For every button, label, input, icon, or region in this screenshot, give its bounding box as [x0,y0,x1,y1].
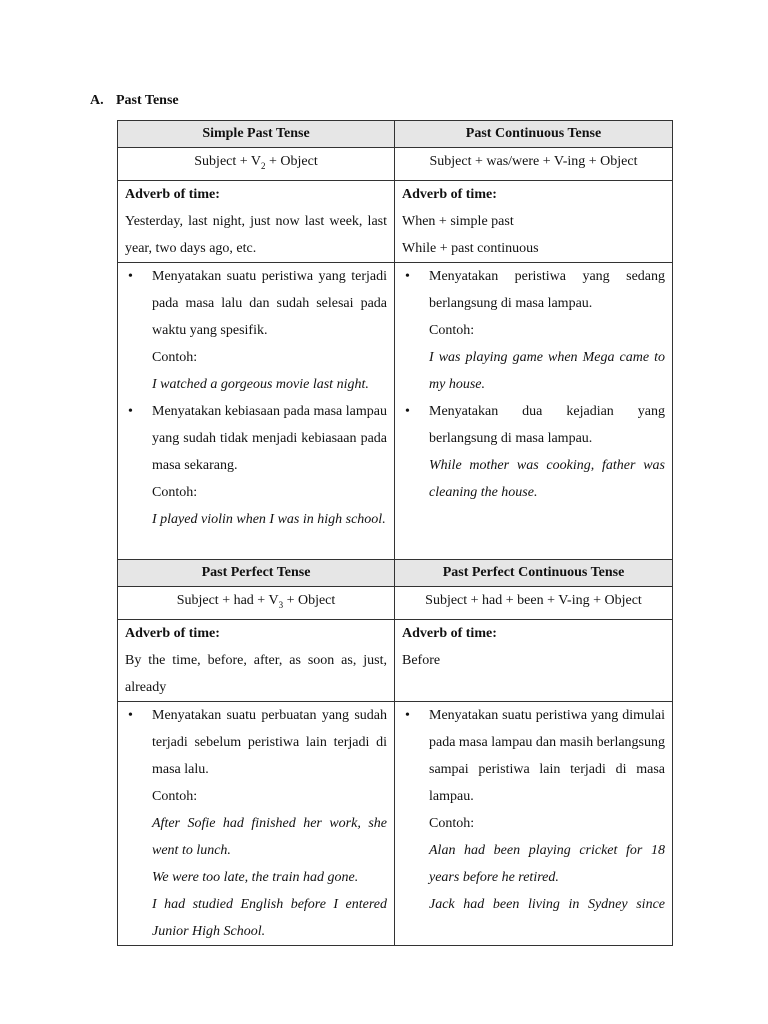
table-row [118,262,673,559]
formula-subscript: 2 [261,160,266,171]
use-text: Menyatakan kebiasaan pada masa lampau yang sudah tidak menjadi kebiasaan pada masa sekarang. [152,403,387,473]
adverb-cell-past-perfect [118,619,395,701]
adverb-text: Yesterday, last night, just now last week, last year, two days ago, etc. [125,213,387,256]
table-row [118,701,673,945]
header-past-perfect-continuous: Past Perfect Continuous Tense [395,559,673,586]
adverb-line: While + past continuous [402,240,539,256]
bullet-icon: • [405,707,410,723]
adverb-label: Adverb of time: [125,186,220,202]
adverb-text: By the time, before, after, as soon as, just, already [125,652,387,695]
use-text: Menyatakan peristiwa yang sedang berlangsung di masa lampau. [429,268,665,311]
bullet-icon: • [405,403,410,419]
use-text: Menyatakan suatu perbuatan yang sudah terjadi sebelum peristiwa lain terjadi di masa lalu. [152,707,387,777]
example-text: We were too late, the train had gone. [152,869,359,885]
example-label: Contoh: [152,484,198,500]
example-text: After Sofie had finished her work, she went to lunch. [152,815,387,858]
adverb-cell-past-perfect-continuous [395,619,673,701]
list-item [402,263,665,398]
adverb-cell-simple-past [118,180,395,262]
adverb-label: Adverb of time: [402,186,497,202]
example-text: I was playing game when Mega came to my house. [429,349,665,392]
example-label: Contoh: [152,349,198,365]
list-item [125,263,387,398]
formula-subscript: 3 [278,599,284,610]
example-label: Contoh: [429,322,475,338]
section-letter: A. [90,93,104,108]
example-text: Alan had been playing cricket for 18 years before he retired. [429,842,665,885]
example-label: Contoh: [152,788,198,804]
adverb-text: Before [402,652,441,668]
list-item [125,398,387,533]
header-simple-past: Simple Past Tense [118,121,395,148]
example-text: I had studied English before I entered Junior High School. [152,896,387,939]
formula-simple-past [118,148,395,181]
bullet-icon: • [128,403,133,419]
bullet-icon: • [128,268,133,284]
uses-cell-past-continuous [395,262,673,559]
formula-part: Subject + V [194,154,262,169]
example-text: I played violin when I was in high school. [152,511,386,527]
use-text: Menyatakan dua kejadian yang berlangsung di masa lampau. [429,403,665,446]
formula-past-perfect [118,586,395,619]
formula-part: + Object [283,592,336,608]
example-text: While mother was cooking, father was cleaning the house. [429,457,665,500]
formula-part: + Object [265,154,318,169]
table-row [118,148,673,181]
formula-past-continuous: Subject + was/were + V-ing + Object [395,148,673,181]
table-row [118,586,673,619]
uses-cell-simple-past [118,262,395,559]
table-row [118,180,673,262]
uses-cell-past-perfect [118,701,395,945]
bullet-icon: • [128,707,133,723]
formula-past-perfect-continuous: Subject + had + been + V-ing + Object [395,586,673,619]
example-text: Jack had been living in Sydney since [429,896,665,912]
bullet-icon: • [405,268,410,284]
use-text: Menyatakan suatu peristiwa yang dimulai pada masa lampau dan masih berlangsung sampai peristiwa lain terjadi di masa lampau. [429,707,665,804]
adverb-line: When + simple past [402,213,514,229]
formula-part: Subject + had + V [176,592,279,608]
section-heading [90,93,179,109]
table-row [118,619,673,701]
list-item [125,702,387,945]
past-tense-table [117,120,673,946]
section-title: Past Tense [116,93,179,108]
adverb-label: Adverb of time: [402,625,497,641]
example-text: I watched a gorgeous movie last night. [152,376,369,392]
example-label: Contoh: [429,815,475,831]
list-item [402,702,665,918]
header-past-perfect: Past Perfect Tense [118,559,395,586]
table-row [118,559,673,586]
list-item [402,398,665,506]
adverb-label: Adverb of time: [125,625,220,641]
table-row [118,121,673,148]
header-past-continuous: Past Continuous Tense [395,121,673,148]
uses-cell-past-perfect-continuous [395,701,673,945]
adverb-cell-past-continuous [395,180,673,262]
use-text: Menyatakan suatu peristiwa yang terjadi pada masa lalu dan sudah selesai pada waktu yang spesifik. [152,268,387,338]
